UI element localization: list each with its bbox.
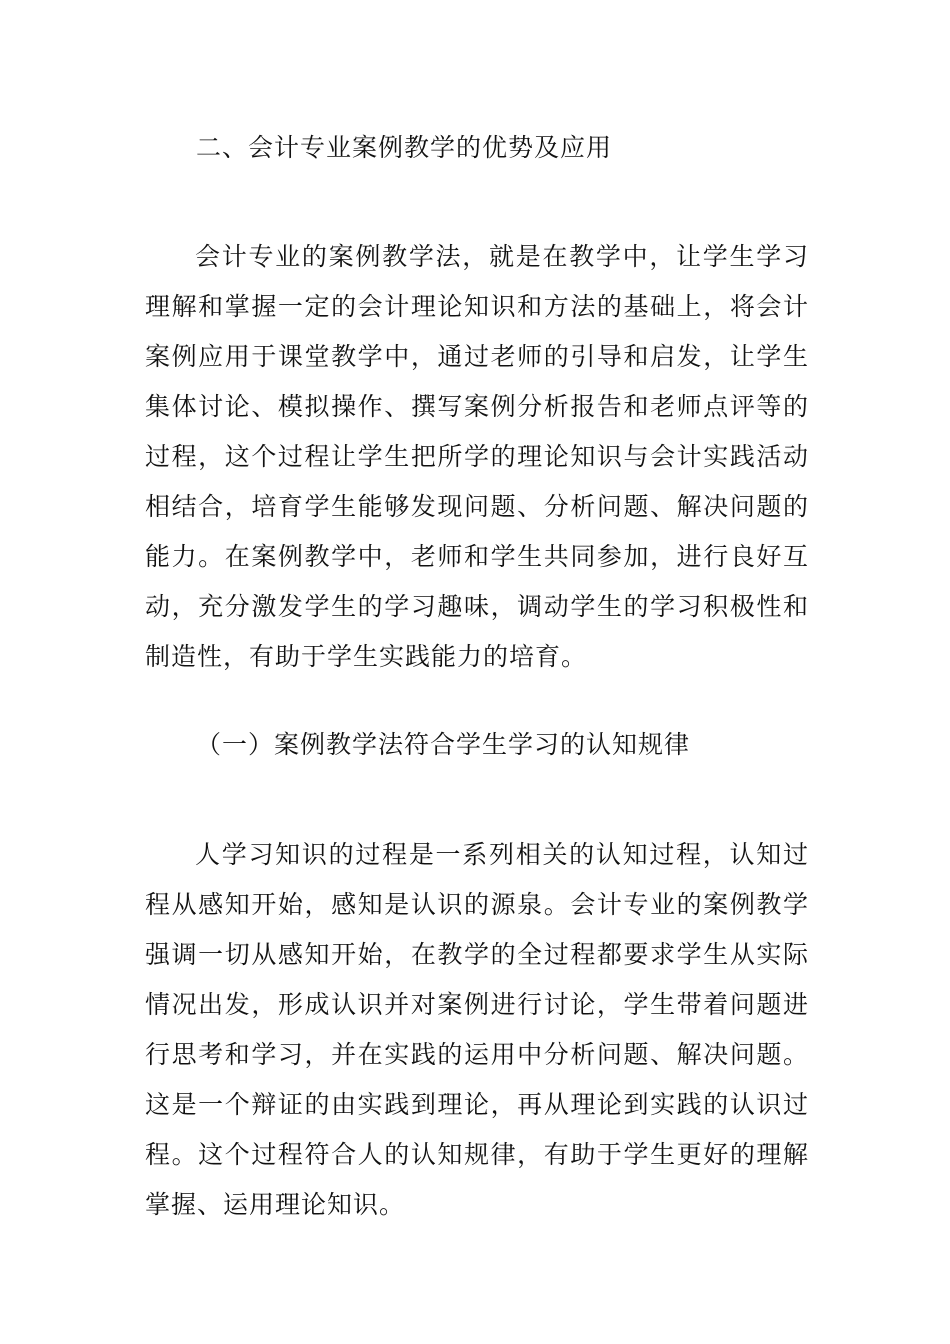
paragraph-line: 过程，这个过程让学生把所学的理论知识与会计实践活动 (145, 442, 809, 471)
section-heading: 二、会计专业案例教学的优势及应用 (196, 133, 613, 162)
paragraph-line: 强调一切从感知开始，在教学的全过程都要求学生从实际 (145, 940, 809, 969)
paragraph-line: 动，充分激发学生的学习趣味，调动学生的学习积极性和 (145, 592, 809, 621)
paragraph-cognitive-law (145, 830, 809, 1230)
paragraph-line: 理解和掌握一定的会计理论知识和方法的基础上，将会计 (145, 292, 809, 321)
paragraph-line: 相结合，培育学生能够发现问题、分析问题、解决问题的 (145, 492, 809, 521)
paragraph-line: 集体讨论、模拟操作、撰写案例分析报告和老师点评等的 (145, 392, 809, 421)
paragraph-line: 行思考和学习，并在实践的运用中分析问题、解决问题。 (145, 1040, 809, 1069)
paragraph-line: 程。这个过程符合人的认知规律，有助于学生更好的理解 (145, 1140, 809, 1169)
paragraph-line: 能力。在案例教学中，老师和学生共同参加，进行良好互 (145, 542, 809, 571)
paragraph-line: 案例应用于课堂教学中，通过老师的引导和启发，让学生 (145, 342, 809, 371)
paragraph-line: 情况出发，形成认识并对案例进行讨论，学生带着问题进 (145, 990, 809, 1019)
paragraph-line: 会计专业的案例教学法，就是在教学中，让学生学习 (195, 242, 809, 271)
paragraph-line: 程从感知开始，感知是认识的源泉。会计专业的案例教学 (145, 890, 809, 919)
subsection-heading: （一）案例教学法符合学生学习的认知规律 (196, 730, 691, 759)
paragraph-line: 人学习知识的过程是一系列相关的认知过程，认知过 (195, 840, 809, 869)
paragraph-line: 掌握、运用理论知识。 (145, 1190, 406, 1219)
paragraph-line: 这是一个辩证的由实践到理论，再从理论到实践的认识过 (145, 1090, 809, 1119)
paragraph-line: 制造性，有助于学生实践能力的培育。 (145, 642, 588, 671)
paragraph-case-teaching-method (145, 232, 809, 682)
